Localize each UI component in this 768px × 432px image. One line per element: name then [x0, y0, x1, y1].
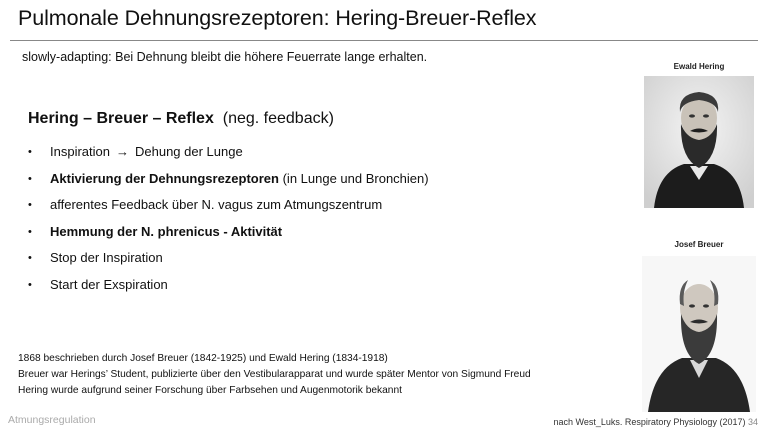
- heading-note: (neg. feedback): [222, 110, 334, 127]
- bullet-text: Dehung der Lunge: [134, 144, 243, 159]
- bullet-text: Stop der Inspiration: [50, 250, 163, 266]
- bullet-item: [28, 171, 429, 198]
- title-divider: [10, 40, 758, 41]
- history-line: Breuer war Herings’ Student, publizierte über den Vestibularapparat und wurde später Mentor von Sigmund Freud: [18, 369, 531, 380]
- bullet-dot-icon: •: [28, 199, 32, 212]
- bullet-dot-icon: •: [28, 146, 32, 158]
- history-notes: [18, 351, 531, 399]
- bullet-list: [28, 144, 429, 304]
- bullet-text-bold: Aktivierung der Dehnungsrezeptoren: [50, 170, 279, 186]
- bullet-item: [28, 224, 429, 251]
- footer-source: [554, 417, 758, 427]
- portrait-breuer-image: [642, 256, 756, 412]
- bullet-text: Start der Exspiration: [50, 276, 168, 292]
- heading-bold: Hering – Breuer – Reflex: [28, 110, 214, 127]
- footer-section-label: Atmungsregulation: [8, 414, 96, 426]
- bullet-dot-icon: •: [28, 225, 32, 238]
- bullet-item: [28, 277, 429, 304]
- bullet-text: Inspiration: [50, 144, 110, 159]
- portrait-caption: Ewald Hering: [673, 62, 725, 71]
- page-number: 34: [747, 417, 758, 427]
- bullet-text-bold: Hemmung der N. phrenicus - Aktivität: [50, 223, 283, 239]
- history-line: 1868 beschrieben durch Josef Breuer (1842-1925) und Ewald Hering (1834-1918): [18, 353, 388, 364]
- portrait-josef-breuer: [638, 238, 760, 414]
- footer-citation: nach West_Luks. Respiratory Physiology (2017): [553, 417, 746, 427]
- bullet-item: [28, 144, 429, 171]
- bullet-item: [28, 250, 429, 277]
- slide-title: Pulmonale Dehnungsrezeptoren: Hering-Breuer-Reflex: [18, 6, 537, 30]
- section-heading: [28, 110, 334, 128]
- history-line: Hering wurde aufgrund seiner Forschung über Farbsehen und Augenmotorik bekannt: [18, 385, 402, 396]
- bullet-item: [28, 197, 429, 224]
- portrait-ewald-hering: [638, 60, 760, 210]
- bullet-text: (in Lunge und Bronchien): [278, 170, 429, 186]
- subtitle: slowly-adapting: Bei Dehnung bleibt die höhere Feuerrate lange erhalten.: [22, 50, 428, 64]
- bullet-dot-icon: •: [28, 252, 32, 265]
- portrait-caption: Josef Breuer: [674, 240, 724, 249]
- bullet-dot-icon: •: [28, 172, 32, 185]
- bullet-dot-icon: •: [28, 278, 32, 291]
- portrait-hering-image: [644, 76, 754, 208]
- bullet-text: afferentes Feedback über N. vagus zum Atmungszentrum: [50, 197, 383, 213]
- arrow-right-icon: →: [115, 144, 129, 159]
